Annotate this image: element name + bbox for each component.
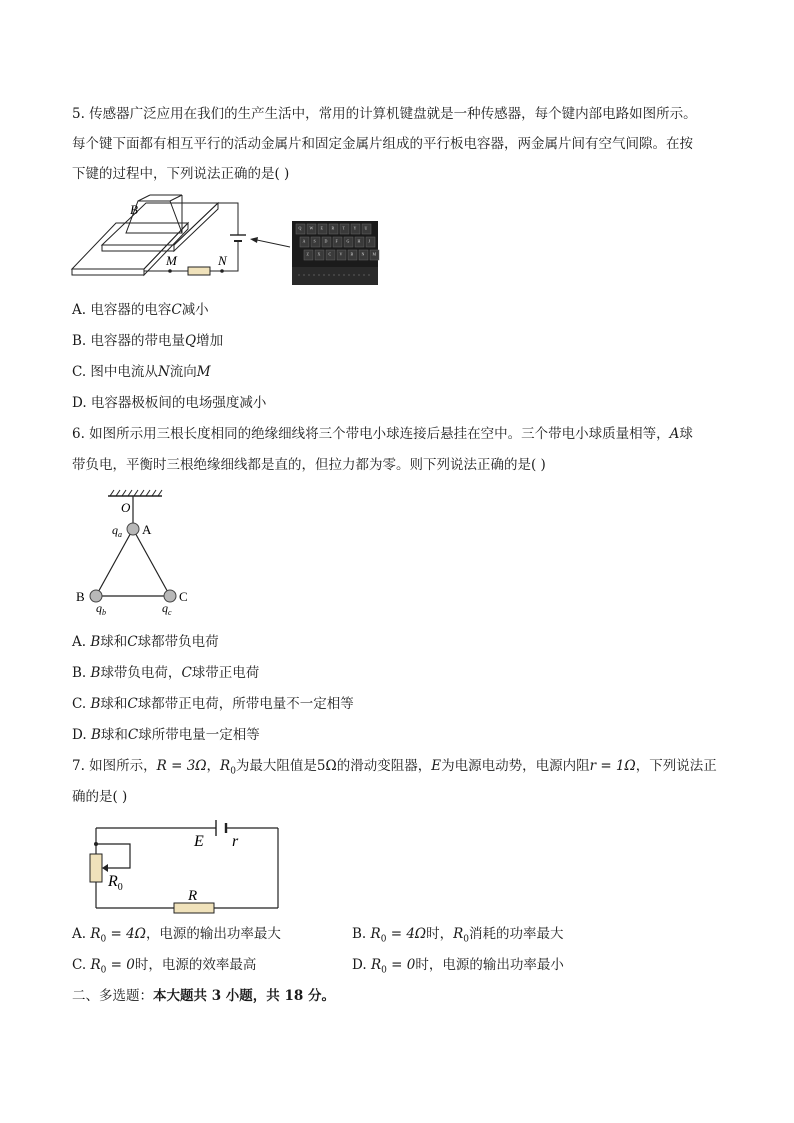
keyboard-key-label: W — [309, 225, 314, 231]
section-2-heading: 二、多选题：本大题共 3 小题，共 18 分。 — [72, 988, 335, 1004]
keyboard-key-label: A — [302, 238, 306, 244]
keyboard-key-label: H — [357, 238, 361, 244]
q7-resistor-r — [174, 903, 214, 913]
q6-label-a: A — [142, 522, 152, 537]
q6-balls-figure — [74, 488, 204, 617]
keyboard-key-label: M — [372, 251, 377, 257]
keyboard-key-label: F — [335, 238, 338, 244]
q7-stem-line-1: 7. 如图所示，R = 3Ω，$R_0$为最大阻值是5Ω的滑动变阻器，E为电源电动势，电源内阻r = 1Ω，下列说法正 — [72, 758, 717, 777]
keyboard-key-label: N — [361, 251, 365, 257]
q7-label-r: r — [232, 833, 239, 850]
q7-label-r0: $R_0$ — [108, 873, 123, 893]
q5-label-m: M — [166, 253, 177, 268]
keyboard-key-label: T — [342, 225, 345, 231]
q7-circuit-figure — [80, 818, 285, 916]
q6-option-d: D. B球和C球所带电量一定相等 — [72, 727, 260, 743]
q6-label-qa: $q_a$ — [112, 523, 122, 539]
q6-option-b: B. B球带负电荷，C球带正电荷 — [72, 665, 260, 681]
q5-option-c: C. 图中电流从N流向M — [72, 364, 211, 380]
q7-option-c: C. $R_0 = 0$时，电源的效率最高 — [72, 957, 257, 976]
keyboard-key-label: C — [328, 251, 332, 257]
keyboard-key-label: Y — [353, 225, 357, 231]
keyboard-key-label: R — [331, 225, 335, 231]
q5-option-b: B. 电容器的带电量Q增加 — [72, 333, 224, 349]
q6-option-c: C. B球和C球都带正电荷，所带电量不一定相等 — [72, 696, 354, 712]
q5-option-a: A. 电容器的电容C减小 — [72, 302, 209, 318]
q7-option-b: B. $R_0 = 4\Omega$时，$R_0$消耗的功率最大 — [352, 926, 564, 945]
q7-option-d: D. $R_0 = 0$时，电源的输出功率最小 — [352, 957, 564, 976]
keyboard-key-label: U — [364, 225, 368, 231]
q6-stem-line-1: 6. 如图所示用三根长度相同的绝缘细线将三个带电小球连接后悬挂在空中。三个带电小球质量相等，A球 — [72, 426, 693, 442]
keyboard-key-label: G — [346, 238, 350, 244]
keyboard-key-label: Q — [298, 225, 302, 231]
q5-resistor — [188, 267, 210, 275]
q6-ball-a — [127, 523, 139, 535]
q6-option-a: A. B球和C球都带负电荷 — [72, 634, 219, 650]
keyboard-key-label: S — [313, 238, 316, 244]
q6-stem-line-2: 带负电，平衡时三根绝缘细线都是直的，但拉力都为零。则下列说法正确的是( ) — [72, 457, 546, 473]
q5-option-d: D. 电容器极板间的电场强度减小 — [72, 395, 267, 411]
keyboard-key-label: B — [350, 251, 354, 257]
q7-stem-line-2: 确的是( ) — [72, 789, 128, 805]
keyboard-key-label: E — [320, 225, 323, 231]
q6-label-qb: $q_b$ — [96, 601, 106, 617]
q6-label-c: C — [179, 589, 188, 604]
keyboard-key — [366, 237, 375, 247]
q7-option-a: A. $R_0 = 4\Omega$，电源的输出功率最大 — [72, 926, 281, 945]
q7-rheostat-r0 — [90, 854, 102, 882]
keyboard-key-label: Z — [306, 251, 309, 257]
q5-stem-line-1: 5. 传感器广泛应用在我们的生产生活中，常用的计算机键盘就是一种传感器，每个键内部电路如图所示。 — [72, 106, 697, 122]
q6-label-o: O — [121, 500, 131, 515]
q5-label-n: N — [218, 253, 227, 268]
q5-stem-line-2: 每个键下面都有相互平行的活动金属片和固定金属片组成的平行板电容器，两金属片间有空气间隙。在按 — [72, 136, 693, 152]
keyboard-key-label: D — [324, 238, 328, 244]
q5-keyboard-photo — [292, 221, 378, 285]
q5-moving-plate — [102, 203, 218, 245]
q7-label-r-bottom: R — [188, 888, 198, 904]
q5-stem-line-3: 下键的过程中，下列说法正确的是( ) — [72, 166, 290, 182]
q6-label-b: B — [76, 589, 85, 604]
keyboard-key-label: V — [339, 251, 343, 257]
keyboard-key-label: X — [317, 251, 321, 257]
keyboard-key-label: J — [368, 238, 371, 244]
q6-label-qc: $q_c$ — [162, 601, 172, 617]
q5-label-b: B — [130, 202, 138, 217]
q7-label-e: E — [194, 833, 204, 850]
